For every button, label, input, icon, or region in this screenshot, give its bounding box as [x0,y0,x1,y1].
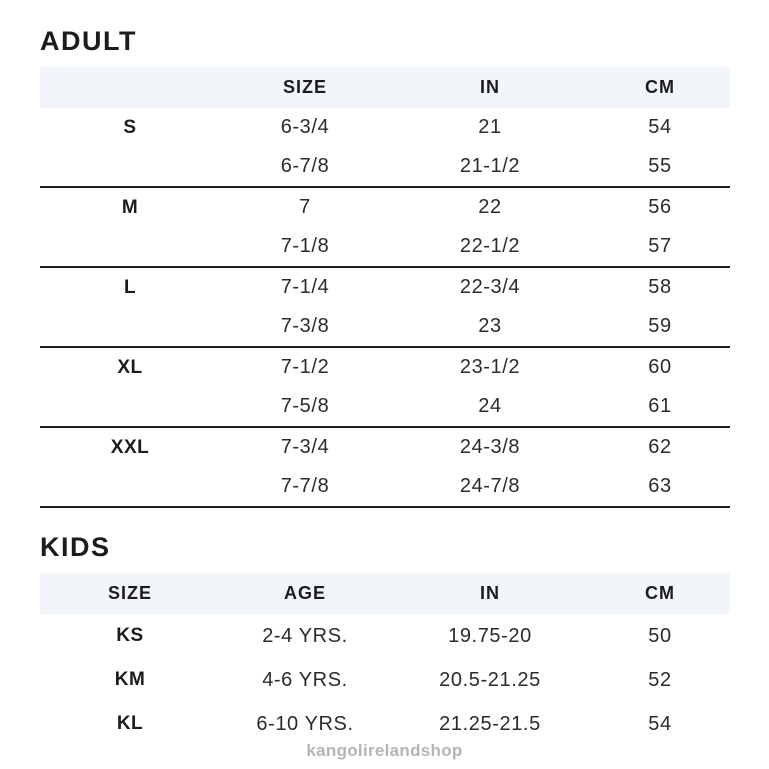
table-row [40,658,730,702]
adult-size-group-xxl [40,428,730,508]
kids-col-header-in: IN [480,583,500,603]
table-row [40,147,730,186]
inches-value: 19.75-20 [448,624,532,647]
table-row [40,428,730,467]
cm-value: 54 [648,116,672,138]
cm-value: 61 [648,395,672,417]
kids-col-header-size: SIZE [107,583,152,603]
table-row [40,702,730,746]
size-label: L [123,276,137,298]
hat-size-value: 7 [299,196,311,218]
inches-value: 22-3/4 [459,276,521,298]
kids-size-table [40,573,730,746]
table-row [40,348,730,387]
inches-value: 21 [478,116,502,138]
shop-watermark: kangolirelandshop [306,741,463,760]
inches-value: 24 [478,395,502,417]
cm-value: 57 [648,235,672,257]
adult-section-title: ADULT [40,26,137,56]
hat-size-value: 7-1/2 [280,356,330,378]
cm-value: 52 [648,668,672,691]
size-label: XXL [110,436,150,458]
cm-value: 50 [648,624,672,647]
cm-value: 62 [648,436,672,458]
inches-value: 20.5-21.25 [439,668,541,691]
kids-col-header-age: AGE [283,583,326,603]
hat-size-value: 6-3/4 [280,116,330,138]
hat-size-value: 7-1/4 [280,276,330,298]
table-row [40,467,730,506]
table-row [40,227,730,266]
size-label: KL [116,713,144,734]
kids-section-title: KIDS [40,532,111,562]
kids-col-header-cm: CM [645,583,675,603]
cm-value: 54 [648,712,672,735]
hat-size-value: 6-7/8 [280,155,330,177]
adult-size-table [40,67,730,508]
inches-value: 21.25-21.5 [439,712,541,735]
table-row [40,387,730,426]
hat-size-value: 7-5/8 [280,395,330,417]
hat-size-value: 7-1/8 [280,235,330,257]
adult-table-header-row [40,67,730,108]
adult-size-group-s [40,108,730,188]
hat-size-value: 7-7/8 [280,475,330,497]
cm-value: 63 [648,475,672,497]
adult-size-group-xl [40,348,730,428]
size-label: M [121,196,139,218]
inches-value: 21-1/2 [459,155,521,177]
adult-col-header-size: SIZE [282,77,327,97]
table-row [40,307,730,346]
size-label: XL [117,356,143,378]
kids-table-header-row [40,573,730,614]
age-value: 6-10 YRS. [256,712,354,735]
table-row [40,108,730,147]
adult-size-group-l [40,268,730,348]
inches-value: 23-1/2 [459,356,521,378]
inches-value: 22-1/2 [459,235,521,257]
inches-value: 24-7/8 [459,475,521,497]
age-value: 2-4 YRS. [262,624,348,647]
size-label: KS [116,625,144,646]
inches-value: 23 [478,315,502,337]
adult-col-header-cm: CM [645,77,675,97]
inches-value: 22 [478,196,502,218]
hat-size-value: 7-3/8 [280,315,330,337]
cm-value: 60 [648,356,672,378]
hat-size-value: 7-3/4 [280,436,330,458]
cm-value: 55 [648,155,672,177]
cm-value: 56 [648,196,672,218]
table-row [40,188,730,227]
table-row [40,268,730,307]
inches-value: 24-3/8 [459,436,521,458]
size-label: S [123,116,137,138]
age-value: 4-6 YRS. [262,668,348,691]
adult-size-group-m [40,188,730,268]
size-label: KM [114,669,146,690]
adult-col-header-in: IN [480,77,500,97]
cm-value: 59 [648,315,672,337]
cm-value: 58 [648,276,672,298]
table-row [40,614,730,658]
